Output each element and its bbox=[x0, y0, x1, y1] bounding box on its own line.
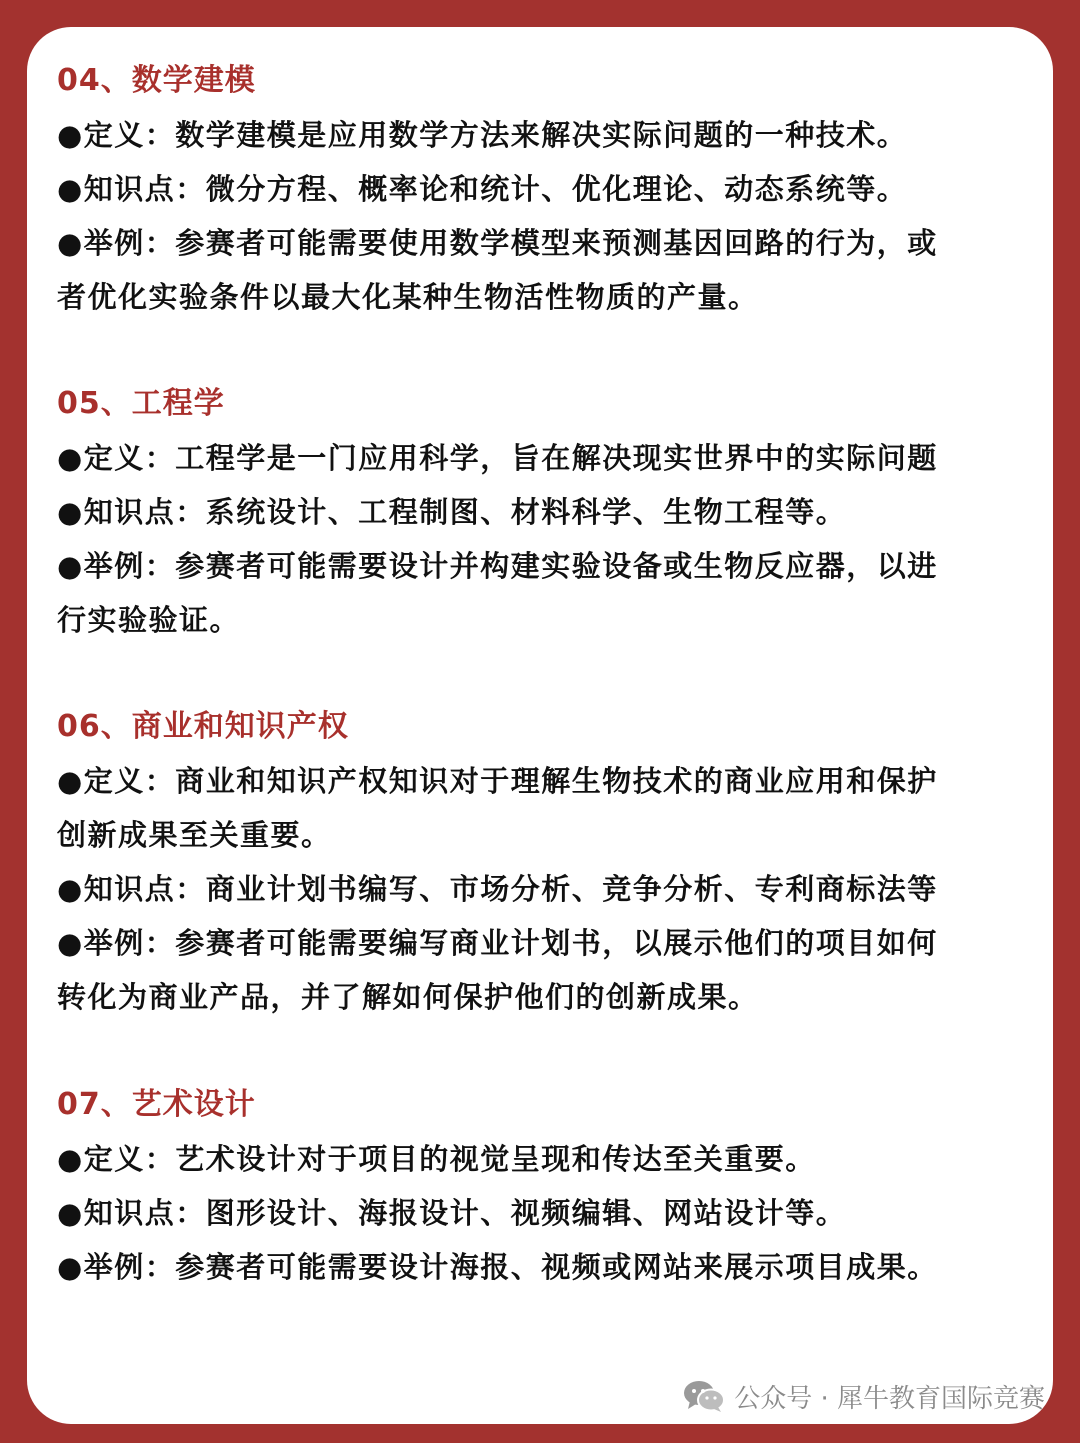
knowledge-line: ●知识点：系统设计、工程制图、材料科学、生物工程等。 bbox=[57, 495, 847, 529]
example-line-cont: 者优化实验条件以最大化某种生物活性物质的产量。 bbox=[57, 280, 759, 314]
definition-line: ●定义：工程学是一门应用科学，旨在解决现实世界中的实际问题 bbox=[57, 441, 938, 475]
wechat-icon bbox=[682, 1379, 726, 1413]
section-engineering bbox=[57, 377, 1017, 647]
example-line: ●举例：参赛者可能需要设计海报、视频或网站来展示项目成果。 bbox=[57, 1250, 938, 1284]
section-title: 04、数学建模 bbox=[57, 63, 256, 98]
knowledge-line: ●知识点：商业计划书编写、市场分析、竞争分析、专利商标法等 bbox=[57, 872, 938, 906]
section-art-design bbox=[57, 1078, 1017, 1294]
content-card bbox=[27, 27, 1053, 1424]
definition-line: ●定义：商业和知识产权知识对于理解生物技术的商业应用和保护 bbox=[57, 764, 938, 798]
definition-line: ●定义：艺术设计对于项目的视觉呈现和传达至关重要。 bbox=[57, 1142, 816, 1176]
definition-line-cont: 创新成果至关重要。 bbox=[57, 818, 332, 852]
knowledge-line: ●知识点：图形设计、海报设计、视频编辑、网站设计等。 bbox=[57, 1196, 847, 1230]
example-line: ●举例：参赛者可能需要设计并构建实验设备或生物反应器，以进 bbox=[57, 549, 938, 583]
example-line: ●举例：参赛者可能需要编写商业计划书，以展示他们的项目如何 bbox=[57, 926, 938, 960]
section-business-ip bbox=[57, 700, 1017, 1024]
section-math-modeling bbox=[57, 54, 1017, 324]
section-title: 07、艺术设计 bbox=[57, 1087, 256, 1122]
footer-watermark bbox=[682, 1376, 1045, 1416]
section-title: 06、商业和知识产权 bbox=[57, 709, 349, 744]
example-line-cont: 转化为商业产品，并了解如何保护他们的创新成果。 bbox=[57, 980, 759, 1014]
footer-text: 公众号 · 犀牛教育国际竞赛 bbox=[734, 1383, 1045, 1414]
example-line: ●举例：参赛者可能需要使用数学模型来预测基因回路的行为，或 bbox=[57, 226, 938, 260]
knowledge-line: ●知识点：微分方程、概率论和统计、优化理论、动态系统等。 bbox=[57, 172, 908, 206]
example-line-cont: 行实验验证。 bbox=[57, 603, 241, 637]
definition-line: ●定义：数学建模是应用数学方法来解决实际问题的一种技术。 bbox=[57, 118, 908, 152]
section-title: 05、工程学 bbox=[57, 386, 225, 421]
